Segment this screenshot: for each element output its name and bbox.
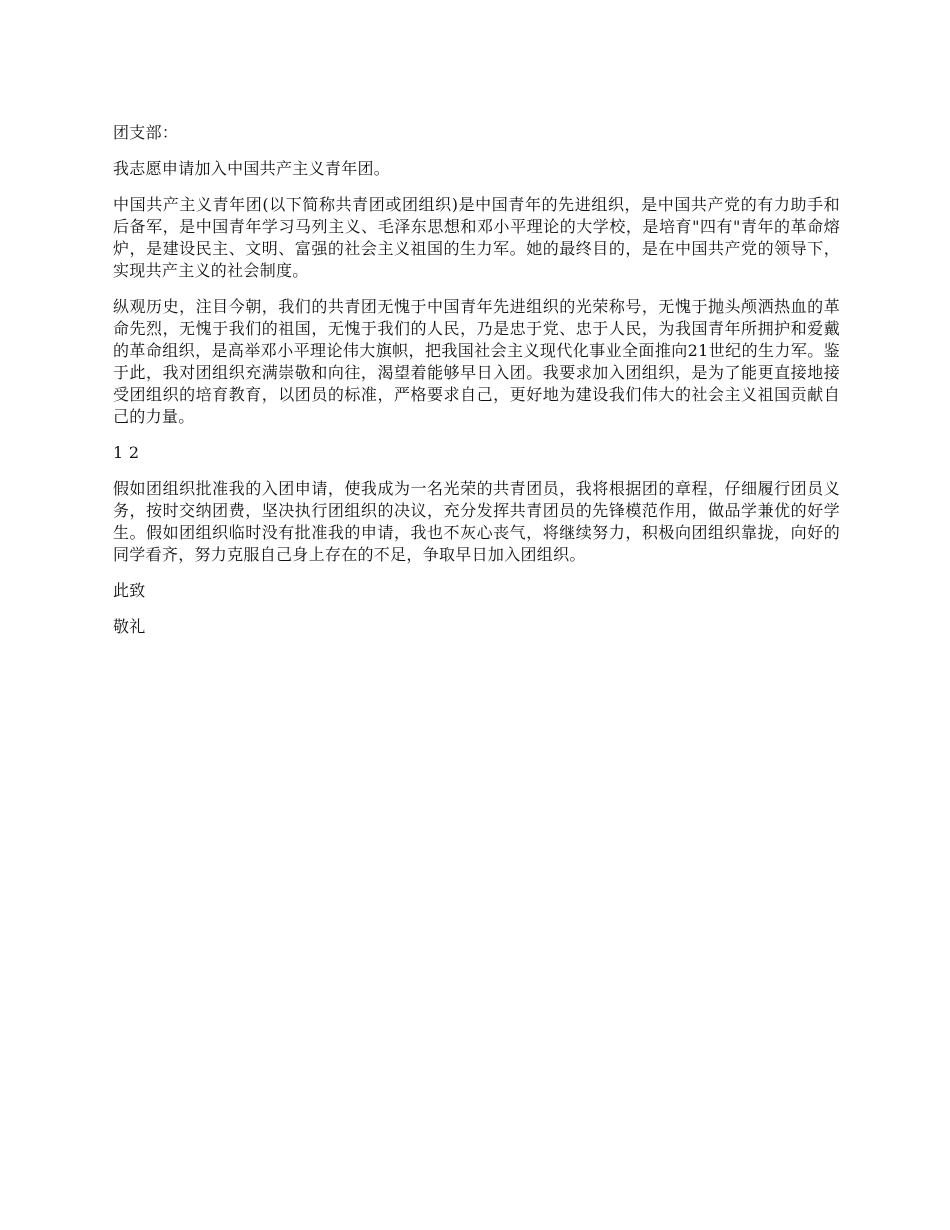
page-marker: 1 2	[113, 443, 140, 462]
closing-line-1: 此致	[113, 581, 146, 600]
salutation: 团支部：	[113, 123, 179, 142]
closing-line-2: 敬礼	[113, 617, 146, 636]
paragraph-2: 纵观历史，注目今朝，我们的共青团无愧于中国青年先进组织的光荣称号，无愧于抛头颅洒热血的革命先烈，无愧于我们的祖国，无愧于我们的人民，乃是忠于党、忠于人民，为我国青年所拥护和爱戴的革命组织，是高举邓小平理论伟大旗帜，把我国社会主义现代化事业全面推向21世纪的生力军。鉴于此，我对团组织充满崇敬和向往，渴望着能够早日入团。我要求加入团组织，是为了能更直接地接受团组织的培育教育，以团员的标准，严格要求自己，更好地为建设我们伟大的社会主义祖国贡献自己的力量。	[113, 297, 840, 426]
document-body	[113, 122, 840, 652]
paragraph-1: 中国共产主义青年团(以下简称共青团或团组织)是中国青年的先进组织，是中国共产党的有力助手和后备军，是中国青年学习马列主义、毛泽东思想和邓小平理论的大学校，是培育"四有"青年的革命熔炉，是建设民主、文明、富强的社会主义祖国的生力军。她的最终目的，是在中国共产党的领导下，实现共产主义的社会制度。	[113, 195, 840, 280]
intro-paragraph: 我志愿申请加入中国共产主义青年团。	[113, 159, 391, 178]
paragraph-3: 假如团组织批准我的入团申请，使我成为一名光荣的共青团员，我将根据团的章程，仔细履行团员义务，按时交纳团费，坚决执行团组织的决议，充分发挥共青团员的先锋模范作用，做品学兼优的好学生。假如团组织临时没有批准我的申请，我也不灰心丧气，将继续努力，积极向团组织靠拢，向好的同学看齐，努力克服自己身上存在的不足，争取早日加入团组织。	[113, 479, 840, 564]
